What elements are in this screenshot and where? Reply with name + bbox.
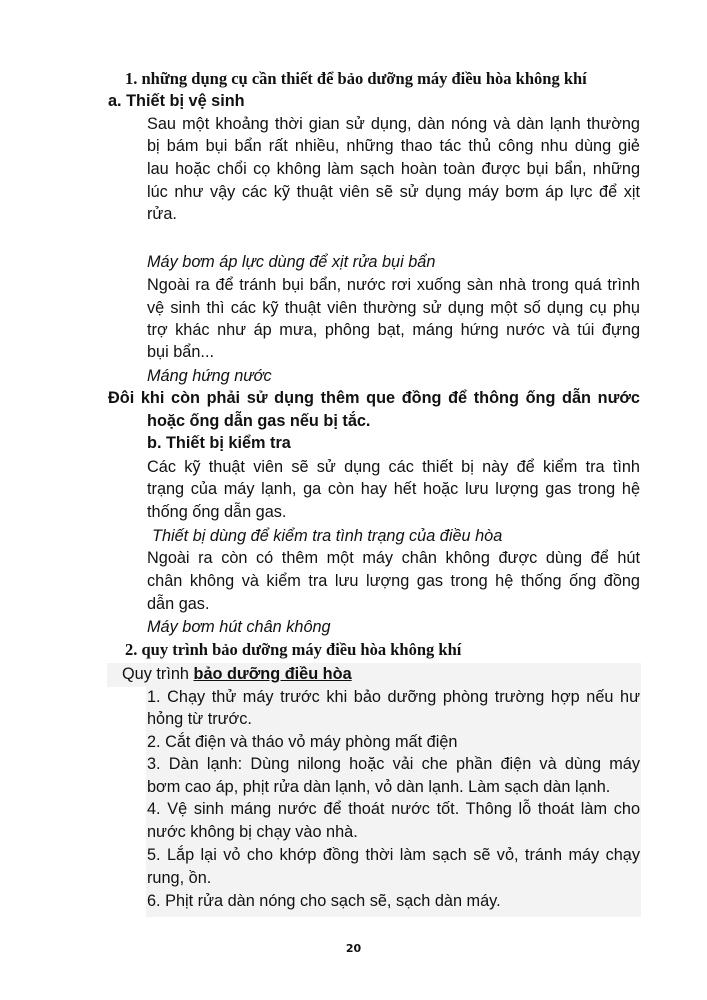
paragraph-line: bụi bẩn... xyxy=(147,343,214,361)
bold-note-line: hoặc ống dẫn gas nếu bị tắc. xyxy=(147,412,371,430)
figure-caption: Máng hứng nước xyxy=(147,367,272,385)
paragraph-line: chân không và kiểm tra lưu lượng gas trong hệ thống ống đồng xyxy=(147,572,640,590)
paragraph-line: Các kỹ thuật viên sẽ sử dụng các thiết bị này để kiểm tra tình xyxy=(147,458,640,476)
step-line: bơm cao áp, phịt rửa dàn lạnh, vỏ dàn lạnh. Làm sạch dàn lạnh. xyxy=(147,778,611,796)
paragraph-line: lúc như vậy các kỹ thuật viên sẽ sử dụng máy bơm áp lực để xịt xyxy=(147,183,640,201)
step-line: 6. Phịt rửa dàn nóng cho sạch sẽ, sạch dàn máy. xyxy=(147,892,501,910)
figure-caption: Thiết bị dùng để kiểm tra tình trạng của điều hòa xyxy=(152,527,503,545)
page-number: 20 xyxy=(345,942,362,955)
paragraph-line: trạng của máy lạnh, ga còn hay hết hoặc lưu lượng gas trong hệ xyxy=(147,480,640,498)
paragraph-line: bị bám bụi bẩn rất nhiều, những thao tác thủ công nhu dùng giẻ xyxy=(147,137,640,155)
figure-caption: Máy bơm hút chân không xyxy=(147,618,331,636)
step-line: hỏng từ trước. xyxy=(147,710,252,728)
paragraph-line: Ngoài ra còn có thêm một máy chân không được dùng để hút xyxy=(147,549,640,567)
step-line: rung, ồn. xyxy=(147,869,212,887)
step-line: 5. Lắp lại vỏ cho khớp đồng thời làm sạch sẽ vỏ, tránh máy chạy xyxy=(147,846,640,864)
intro-prefix: Quy trình xyxy=(122,665,194,683)
paragraph-line: dẫn gas. xyxy=(147,595,210,613)
paragraph-line: Sau một khoảng thời gian sử dụng, dàn nóng và dàn lạnh thường xyxy=(147,115,640,133)
step-line: 4. Vệ sinh máng nước để thoát nước tốt. Thông lỗ thoát làm cho xyxy=(147,800,640,818)
subsection-heading: b. Thiết bị kiểm tra xyxy=(147,434,291,452)
paragraph-line: thống ống dẫn gas. xyxy=(147,503,287,521)
step-line: nước không bị chạy vào nhà. xyxy=(147,823,358,841)
paragraph-line: rửa. xyxy=(147,205,177,223)
bold-note-line: Đôi khi còn phải sử dụng thêm que đồng để thông ống dẫn nước xyxy=(108,389,640,407)
procedure-intro xyxy=(122,664,352,684)
paragraph-line: Ngoài ra để tránh bụi bẩn, nước rơi xuống sàn nhà trong quá trình xyxy=(147,276,640,294)
section-heading: 2. quy trình bảo dưỡng máy điều hòa không khí xyxy=(125,640,462,659)
step-line: 3. Dàn lạnh: Dùng nilong hoặc vải che phần điện và dùng máy xyxy=(147,755,640,773)
step-line: 2. Cắt điện và tháo vỏ máy phòng mất điện xyxy=(147,733,458,751)
section-heading: 1. những dụng cụ cần thiết để bảo dưỡng máy điều hòa không khí xyxy=(125,69,587,88)
paragraph-line: trợ khác như áp mưa, phông bạt, máng hứng nước và túi đựng xyxy=(147,321,640,339)
paragraph-line: vệ sinh thì các kỹ thuật viên thường sử dụng một số dụng cụ phụ xyxy=(147,299,640,317)
figure-caption: Máy bơm áp lực dùng để xịt rửa bụi bẩn xyxy=(147,253,436,271)
step-line: 1. Chạy thử máy trước khi bảo dưỡng phòng trường hợp nếu hư xyxy=(147,688,640,706)
paragraph-line: lau hoặc chổi cọ không làm sạch hoàn toàn được bụi bẩn, những xyxy=(147,160,640,178)
subsection-heading: a. Thiết bị vệ sinh xyxy=(108,92,245,110)
maintenance-link[interactable]: bảo dưỡng điều hòa xyxy=(193,665,352,683)
